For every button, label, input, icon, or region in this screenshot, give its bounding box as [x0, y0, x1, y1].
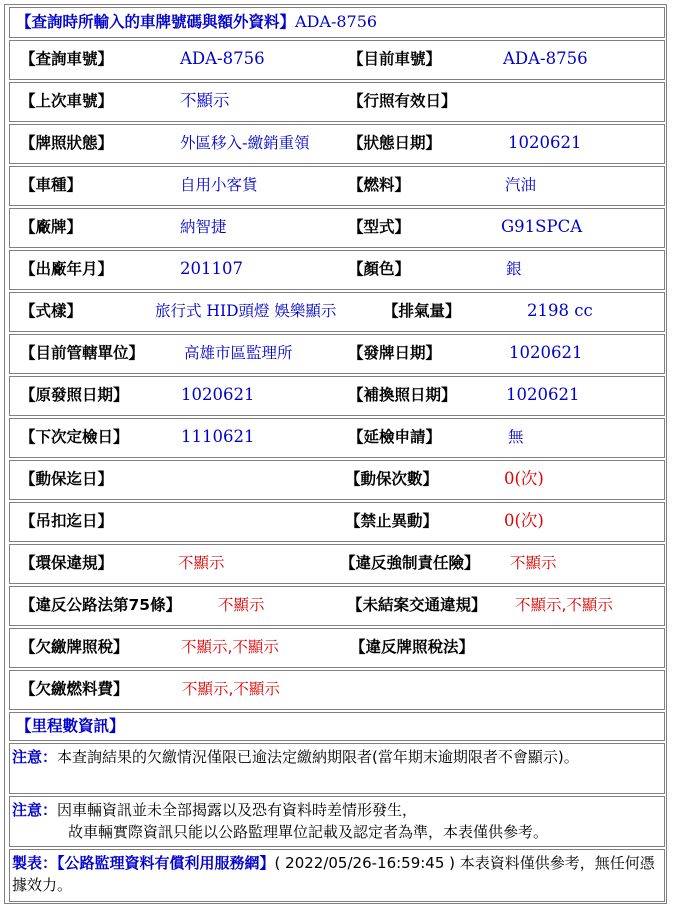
brand-label: 【廠牌】: [20, 218, 83, 236]
note-2: [9, 796, 665, 847]
lien-count-value: 0(次): [504, 469, 544, 488]
status-date-label: 【狀態日期】: [348, 134, 442, 152]
inspection-extension-value: 無: [508, 428, 524, 446]
style-value: 旅行式 HID頭燈 娛樂顯示: [155, 302, 337, 320]
reissue-date-value: 1020621: [506, 385, 580, 404]
row-brand: [9, 208, 665, 248]
highway-law-label: 【違反公路法第75條】: [20, 596, 182, 614]
row-previous-plate: [9, 82, 665, 122]
license-tax-value: 不顯示,不顯示: [181, 638, 279, 656]
authority-label: 【目前管轄單位】: [20, 344, 145, 362]
made-by-text: ( 2022/05/26-16:59:45 ) 本表資料僅供參考，無任何憑據效力。: [12, 854, 655, 894]
displacement-label: 【排氣量】: [383, 302, 461, 320]
header-title: 【查詢時所輸入的車牌號碼與額外資料】: [16, 13, 296, 31]
status-date-value: 1020621: [508, 133, 582, 152]
inspection-extension-label: 【延檢申請】: [348, 428, 442, 446]
brand-value: 納智捷: [180, 218, 227, 236]
query-plate-label: 【查詢車號】: [20, 50, 114, 68]
header-plate: ADA-8756: [295, 12, 378, 31]
color-label: 【顏色】: [348, 260, 411, 278]
transfer-ban-value: 0(次): [504, 511, 544, 530]
reissue-date-label: 【補換照日期】: [348, 386, 457, 404]
header-row: [9, 7, 665, 38]
note-2-line-2: 故車輛實際資訊只能以公路監理單位記載及認定者為準，本表僅供參考。: [68, 823, 549, 841]
row-plate-status: [9, 124, 665, 164]
license-expiry-label: 【行照有效日】: [348, 92, 457, 110]
env-violation-label: 【環保違規】: [20, 554, 114, 572]
plate-status-label: 【牌照狀態】: [20, 134, 114, 152]
row-authority: [9, 334, 665, 374]
env-violation-value: 不顯示: [178, 554, 225, 572]
highway-law-value: 不顯示: [218, 596, 265, 614]
note-2-label: 注意：: [12, 801, 58, 819]
row-manufacture: [9, 250, 665, 290]
license-tax-law-label: 【違反牌照稅法】: [350, 638, 475, 656]
fuel-fee-label: 【欠繳燃料費】: [20, 680, 129, 698]
made-by: [9, 849, 665, 902]
vehicle-type-value: 自用小客貨: [180, 176, 258, 194]
color-value: 銀: [506, 260, 522, 278]
manufacture-date-label: 【出廠年月】: [20, 260, 114, 278]
vehicle-type-label: 【車種】: [20, 176, 83, 194]
row-highway-law: [9, 586, 665, 626]
style-label: 【式樣】: [20, 302, 83, 320]
orig-license-date-value: 1020621: [181, 385, 255, 404]
note-1-label: 注意：: [12, 748, 58, 766]
row-mileage: [9, 712, 665, 741]
previous-plate-value: 不顯示: [180, 91, 230, 110]
orig-license-date-label: 【原發照日期】: [20, 386, 129, 404]
issue-date-label: 【發牌日期】: [348, 344, 442, 362]
lien-count-label: 【動保次數】: [345, 470, 439, 488]
row-env-violation: [9, 544, 665, 584]
revoke-date-label: 【吊扣迄日】: [20, 512, 114, 530]
note-1-text: 本查詢結果的欠繳情況僅限已逾法定繳納期限者(當年期末逾期限者不會顯示)。: [57, 748, 579, 766]
issue-date-value: 1020621: [509, 343, 583, 362]
current-plate-label: 【目前車號】: [348, 50, 442, 68]
row-vehicle-type: [9, 166, 665, 206]
plate-status-value: 外區移入-繳銷重領: [180, 134, 310, 152]
row-inspection: [9, 418, 665, 458]
made-by-label: 製表：: [12, 854, 58, 872]
license-tax-label: 【欠繳牌照稅】: [20, 638, 129, 656]
row-license-dates: [9, 376, 665, 416]
next-inspection-value: 1110621: [181, 427, 255, 446]
model-value: G91SPCA: [501, 217, 583, 236]
row-revoke: [9, 502, 665, 542]
model-label: 【型式】: [348, 218, 411, 236]
note-1: [9, 743, 665, 794]
fuel-label: 【燃料】: [348, 176, 411, 194]
traffic-violation-label: 【未結案交通違規】: [347, 596, 487, 614]
insurance-violation-value: 不顯示: [510, 554, 557, 572]
made-by-source: 【公路監理資料有償利用服務網】: [57, 854, 275, 872]
current-plate-value: ADA-8756: [503, 49, 588, 68]
lien-date-label: 【動保迄日】: [20, 470, 114, 488]
row-style: [9, 292, 665, 332]
transfer-ban-label: 【禁止異動】: [345, 512, 439, 530]
row-license-tax: [9, 628, 665, 668]
previous-plate-label: 【上次車號】: [20, 92, 114, 110]
row-fuel-fee: [9, 670, 665, 710]
query-plate-value: ADA-8756: [180, 49, 265, 68]
mileage-label: 【里程數資訊】: [16, 717, 125, 735]
manufacture-date-value: 201107: [180, 259, 243, 278]
insurance-violation-label: 【違反強制責任險】: [340, 554, 480, 572]
displacement-value: 2198 cc: [527, 301, 593, 320]
row-plate: [9, 40, 665, 80]
authority-value: 高雄市區監理所: [184, 344, 293, 362]
row-lien: [9, 460, 665, 500]
note-2-line-1: 因車輛資訊並未全部揭露以及恐有資料時差情形發生，: [57, 801, 418, 819]
next-inspection-label: 【下次定檢日】: [20, 428, 129, 446]
traffic-violation-value: 不顯示,不顯示: [515, 596, 613, 614]
fuel-value: 汽油: [505, 176, 537, 194]
fuel-fee-value: 不顯示,不顯示: [182, 680, 280, 698]
